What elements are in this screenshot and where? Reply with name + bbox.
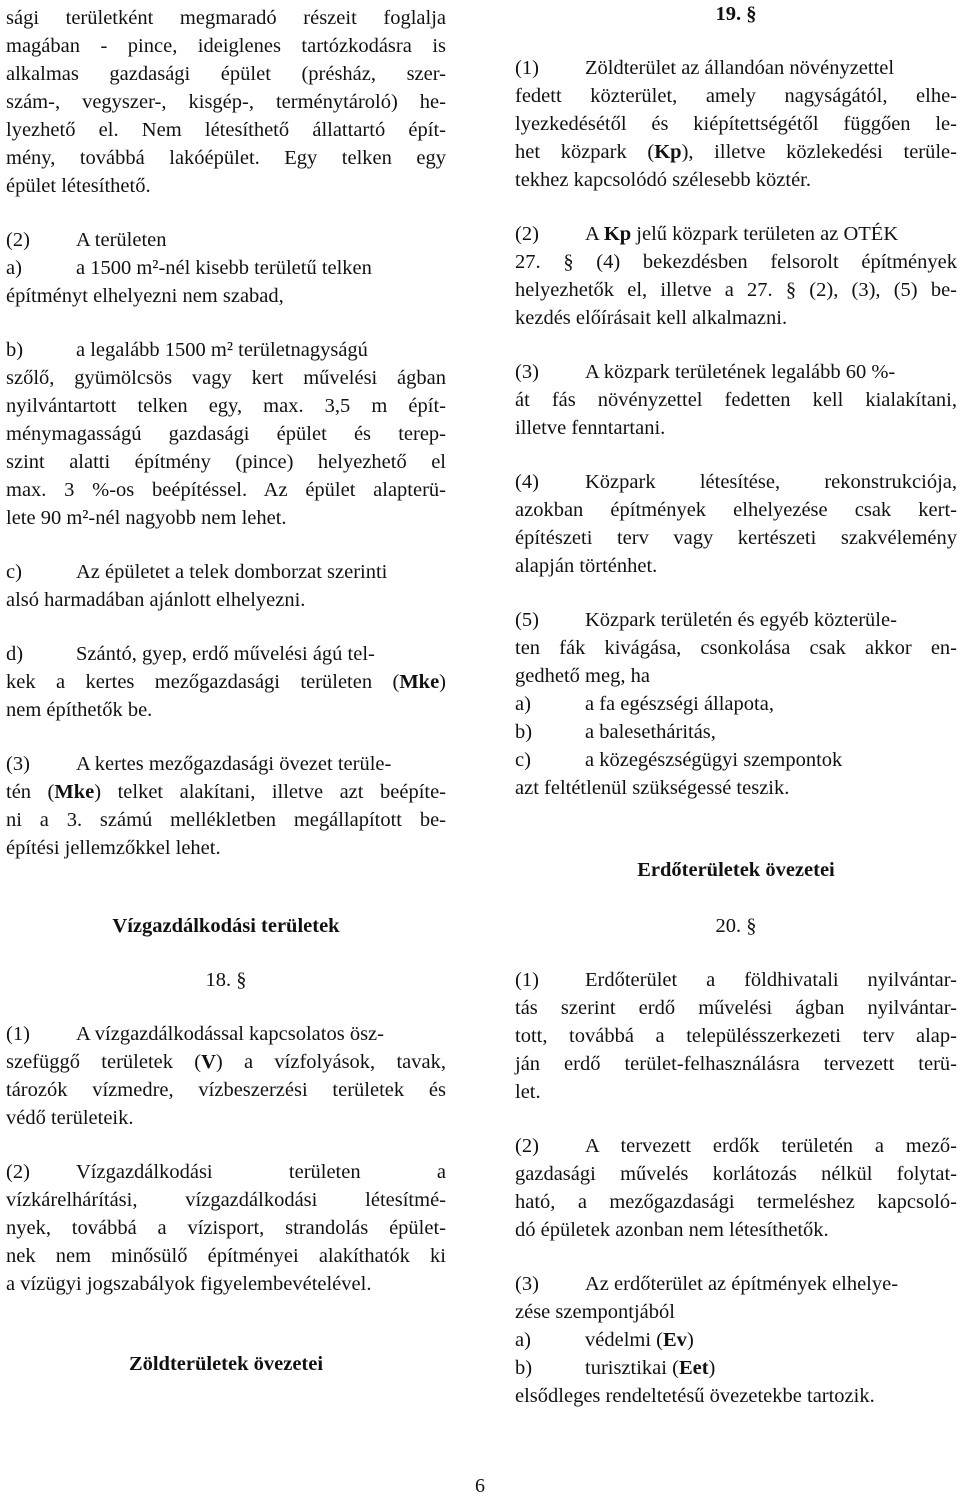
text-line: nek nem minősülő építményei alakíthatók ki — [6, 1245, 446, 1267]
text-part: kek a kertes mezőgazdasági területen ( — [6, 671, 400, 693]
text-line: építési jellemzőkkel lehet. — [6, 837, 221, 859]
zone-code: Mke — [54, 781, 95, 803]
item-d — [6, 640, 446, 668]
text-part: ) — [708, 1357, 716, 1379]
text-line: sági területként megmaradó részeit foglalja — [6, 7, 446, 29]
para-text: Közpark létesítése, rekonstrukciója, — [585, 471, 957, 493]
text-line: építészeti terv vagy kertészeti szakvélemény — [515, 527, 957, 549]
para-number: (5) — [515, 609, 539, 631]
paragraph-18-1 — [6, 1020, 446, 1048]
text-line: védő területeik. — [6, 1107, 134, 1129]
text-line: tekhez kapcsolódó szélesebb köztér. — [515, 169, 811, 191]
para-number: (3) — [6, 753, 30, 775]
item-text: Az épületet a telek domborzat szerinti — [76, 561, 388, 583]
text-part: ) telket alakítani, illetve azt beépíte- — [94, 781, 447, 803]
heading-text: Erdőterületek övezetei — [637, 859, 835, 881]
text-part: jelű közpark területen az OTÉK — [631, 223, 899, 245]
zone-code: Ev — [663, 1329, 687, 1351]
list-item — [515, 746, 957, 774]
para-number: (2) — [515, 1135, 539, 1157]
item-label: b) — [6, 339, 24, 361]
item-label: a) — [515, 1329, 531, 1351]
paragraph-2-heading — [6, 226, 446, 254]
text-line: tott, továbbá a településszerkezeti terv alap- — [515, 1025, 957, 1047]
para-text: A tervezett erdők területén a mező- — [585, 1135, 957, 1157]
text-line: ján erdő terület-felhasználásra tervezett terü- — [515, 1053, 957, 1075]
item-label: d) — [6, 643, 24, 665]
zone-code: Mke — [399, 671, 440, 693]
item-text: a fa egészségi állapota, — [585, 693, 774, 715]
text-line: ható, a mezőgazdasági termeléshez kapcsoló- — [515, 1191, 957, 1213]
text-part: védelmi ( — [585, 1329, 663, 1351]
text-line: alkalmas gazdasági épület (présház, szer- — [6, 63, 446, 85]
item-label: c) — [515, 749, 531, 771]
para-text: Közpark területén és egyéb közterüle- — [585, 609, 897, 631]
paragraph-20-2 — [515, 1132, 957, 1160]
section-number: 18. § — [205, 969, 247, 991]
paragraph-18-2 — [6, 1158, 446, 1186]
heading-text: Zöldterületek övezetei — [128, 1353, 324, 1375]
item-label: b) — [515, 1357, 533, 1379]
paragraph-19-2 — [515, 220, 957, 248]
text-line: lyezhető el. Nem létesíthető állattartó épít- — [6, 119, 446, 141]
para-text: A közpark területének legalább 60 %- — [585, 361, 896, 383]
text-line: gedhető meg, ha — [515, 665, 650, 687]
para-number: (1) — [515, 969, 539, 991]
paragraph-19-4 — [515, 468, 957, 496]
paragraph-19-1 — [515, 54, 957, 82]
list-item — [515, 1326, 957, 1354]
para-number: (2) — [6, 229, 30, 251]
list-item — [515, 690, 957, 718]
text-line: épület létesíthető. — [6, 175, 151, 197]
paragraph-19-5 — [515, 606, 957, 634]
para-number: (1) — [515, 57, 539, 79]
text-part: het közpark ( — [515, 141, 655, 163]
section-heading — [6, 1350, 446, 1378]
heading-text: Vízgazdálkodási területek — [112, 915, 340, 937]
text-line: illetve fenntartani. — [515, 417, 666, 439]
text-line: lete 90 m²-nél nagyobb nem lehet. — [6, 507, 287, 529]
text-part: ) a vízfolyások, tavak, — [215, 1051, 446, 1073]
text-line: 27. § (4) bekezdésben felsorolt építmények — [515, 251, 957, 273]
section-number: 20. § — [715, 915, 757, 937]
paragraph-20-3 — [515, 1270, 957, 1298]
text-part: ) — [686, 1329, 694, 1351]
para-number: (2) — [515, 223, 539, 245]
text-line: magában - pince, ideiglenes tartózkodásra is — [6, 35, 446, 57]
text-line: lyezkedésétől és kiépítettségétől függően le- — [515, 113, 957, 135]
text-line: max. 3 %-os beépítéssel. Az épület alapterü- — [6, 479, 446, 501]
text-line: alsó harmadában ajánlott elhelyezni. — [6, 589, 306, 611]
zone-code: V — [201, 1051, 216, 1073]
text-part: ), illetve közlekedési terüle- — [681, 141, 957, 163]
item-label: a) — [6, 257, 22, 279]
text-line — [6, 778, 446, 806]
text-line: fedett közterület, amely nagyságától, elhe- — [515, 85, 957, 107]
text-line: tás szerint erdő művelési ágban nyilvántar- — [515, 997, 957, 1019]
text-line: ten fák kivágása, csonkolása csak akkor en- — [515, 637, 957, 659]
text-line — [515, 138, 957, 166]
text-part: tén ( — [6, 781, 55, 803]
text-line: ni a 3. számú mellékletben megállapított be- — [6, 809, 446, 831]
text-line: szint alatti építmény (pince) helyezhető el — [6, 451, 446, 473]
text-part: szefüggő területek ( — [6, 1051, 202, 1073]
text-line: nem építhetők be. — [6, 699, 153, 721]
section-heading — [515, 856, 957, 884]
text-line: nyilvántartott telken egy, max. 3,5 m épít- — [6, 395, 446, 417]
text-line — [6, 1048, 446, 1076]
section-number-text: 19. § — [715, 3, 757, 25]
para-text: A kertes mezőgazdasági övezet terüle- — [76, 753, 392, 775]
text-part: ) — [439, 671, 446, 693]
item-label: a) — [515, 693, 531, 715]
para-number: (2) — [6, 1161, 30, 1183]
item-b — [6, 336, 446, 364]
text-line: építményt elhelyezni nem szabad, — [6, 285, 284, 307]
para-number: (3) — [515, 1273, 539, 1295]
item-text: a közegészségügyi szempontok — [585, 749, 843, 771]
paragraph-20-1 — [515, 966, 957, 994]
text-line: azokban építmények elhelyezése csak kert- — [515, 499, 957, 521]
text-part: A — [585, 223, 604, 245]
list-item — [515, 718, 957, 746]
text-line: szám-, vegyszer-, kisgép-, terménytároló) he- — [6, 91, 446, 113]
item-text: a balesetháritás, — [585, 721, 716, 743]
para-text: Zöldterület az állandóan növényzettel — [585, 57, 895, 79]
zone-code: Kp — [654, 141, 682, 163]
para-text: A vízgazdálkodással kapcsolatos ösz- — [76, 1023, 384, 1045]
item-label: c) — [6, 561, 22, 583]
para-number: (3) — [515, 361, 539, 383]
text-line: mény, továbbá lakóépület. Egy telken egy — [6, 147, 446, 169]
text-line: gazdasági művelés korlátozás nélkül folytat- — [515, 1163, 957, 1185]
text-line: elsődleges rendeltetésű övezetekbe tartozik. — [515, 1385, 875, 1407]
section-number — [515, 0, 957, 28]
text-line: nyek, továbbá a vízisport, strandolás épület- — [6, 1217, 446, 1239]
section-heading — [6, 912, 446, 940]
text-line: szőlő, gyümölcsös vagy kert művelési ágban — [6, 367, 446, 389]
text-line: azt feltétlenül szükségessé teszik. — [515, 777, 790, 799]
text-line: tározók vízmedre, vízbeszerzési területek és — [6, 1079, 446, 1101]
item-text: a 1500 m²-nél kisebb területű telken — [76, 257, 372, 279]
list-item — [515, 1354, 957, 1382]
text-line: át fás növényzettel fedetten kell kialakítani, — [515, 389, 957, 411]
text-part: turisztikai ( — [585, 1357, 679, 1379]
paragraph-19-3 — [515, 358, 957, 386]
para-text: Erdőterület a földhivatali nyilvántar- — [585, 969, 957, 991]
item-a — [6, 254, 446, 282]
text-line: a vízügyi jogszabályok figyelembevételével. — [6, 1273, 372, 1295]
text-line: vízkárelhárítási, vízgazdálkodási létesítmé- — [6, 1189, 446, 1211]
paragraph-3 — [6, 750, 446, 778]
text-line: alapján történhet. — [515, 555, 658, 577]
page-number: 6 — [475, 1475, 485, 1497]
text-line: kezdés előírásait kell alkalmazni. — [515, 307, 788, 329]
item-label: b) — [515, 721, 533, 743]
text-line — [6, 668, 446, 696]
text-line: dó épületek azonban nem létesíthetők. — [515, 1219, 829, 1241]
item-text: a legalább 1500 m² területnagyságú — [76, 339, 368, 361]
item-text: Szántó, gyep, erdő művelési ágú tel- — [76, 643, 375, 665]
para-text: A területen — [76, 229, 167, 251]
zone-code: Eet — [678, 1357, 709, 1379]
text-line: zése szempontjából — [515, 1301, 675, 1323]
item-c — [6, 558, 446, 586]
para-number: (4) — [515, 471, 539, 493]
text-line: let. — [515, 1081, 541, 1103]
para-text: Vízgazdálkodási területen a — [76, 1161, 446, 1183]
para-number: (1) — [6, 1023, 30, 1045]
zone-code: Kp — [603, 223, 632, 245]
text-line: ménymagasságú gazdasági épület és terep- — [6, 423, 446, 445]
para-text: Az erdőterület az építmények elhelye- — [585, 1273, 899, 1295]
text-line: helyezhetők el, illetve a 27. § (2), (3), (5) be- — [515, 279, 957, 301]
